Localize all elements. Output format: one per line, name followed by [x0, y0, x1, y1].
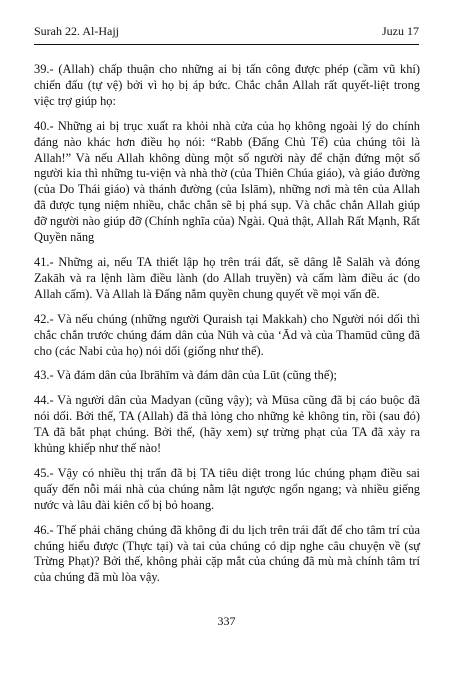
verses-body	[34, 62, 420, 595]
verse-39: 39.- (Allah) chấp thuận cho những ai bị tấn công được phép (cầm vũ khí) chiến đấu (tự vệ) bởi vì họ bị áp bức. Chắc chắn Allah rất quyết-liệt trong việc trợ giúp họ:	[34, 62, 420, 108]
page-number: 337	[217, 614, 236, 628]
header-divider	[34, 44, 419, 45]
verse-44: 44.- Và người dân của Madyan (cũng vậy); và Mūsa cũng đã bị cáo buộc đã nói dối. Bởi thế, TA (Allah) đã thả lỏng cho những kẻ không tin, rồi (sau đó) TA đã bắt phạt chúng. Bởi thế, (hãy xem) sự trừng phạt của TA đã xảy ra khủng khiếp như thế nào!	[34, 393, 420, 456]
verse-41: 41.- Những ai, nếu TA thiết lập họ trên trái đất, sẽ dâng lễ Salāh và đóng Zakāh và ra lệnh làm điều lành (do Allah truyền) và cấm làm điều ác (do Allah cấm). Và Allah là Đấng nắm quyền chung quyết về mọi vấn đề.	[34, 254, 420, 301]
verse-40: 40.- Những ai bị trục xuất ra khỏi nhà cửa của họ không ngoài lý do chính đáng nào khác hơn điều họ nói: “Rabb (Đấng Chủ Tể) của chúng tôi là Allah!” Và nếu Allah không dùng một số người này để chặn đứng một số người kia thì những tu-viện và nhà thờ (của Thiên Chúa giáo), và giáo đường (của Do Thái giáo) và thánh đường (của Islām), những nơi mà tên của Allah đã được tụng niệm nhiều, chắc chắn sẽ bị phá sụp. Và chắc chắn Allah giúp đỡ người nào giúp đỡ (Chính nghĩa của) Ngài. Quả thật, Allah Rất Mạnh, Rất Quyền năng	[34, 118, 420, 245]
verse-43: 43.- Và đám dân của Ibrāhīm và đám dân của Lūt (cũng thế);	[34, 368, 337, 383]
verse-45: 45.- Vậy có nhiều thị trấn đã bị TA tiêu diệt trong lúc chúng phạm điều sai quấy đến nỗi mái nhà của chúng nằm lật ngược ngổn ngang; và nhiều giếng nước và lâu đài kiên cố bị bỏ hoang.	[34, 465, 420, 512]
juz-label: Juzu 17	[382, 24, 419, 38]
page-header	[34, 22, 419, 40]
verse-42: 42.- Và nếu chúng (những người Quraish tại Makkah) cho Người nói dối thì chắc chắn trước chúng đám dân của Nūh và của ‘Ād và của Thamūd cũng đã cho (các Nabi của họ) nói dối (giống như thế).	[34, 311, 420, 358]
surah-title: Surah 22. Al-Hajj	[34, 24, 119, 38]
verse-46: 46.- Thế phải chăng chúng đã không đi du lịch trên trái đất để cho tâm trí của chúng hiểu được (Thực tại) và tai của chúng có dịp nghe câu chuyện về (sự Trừng Phạt)? Bởi thế, không phải cặp mắt của chúng đã mù mà chính tâm trí của chúng đã mù lòa vậy.	[34, 522, 420, 585]
